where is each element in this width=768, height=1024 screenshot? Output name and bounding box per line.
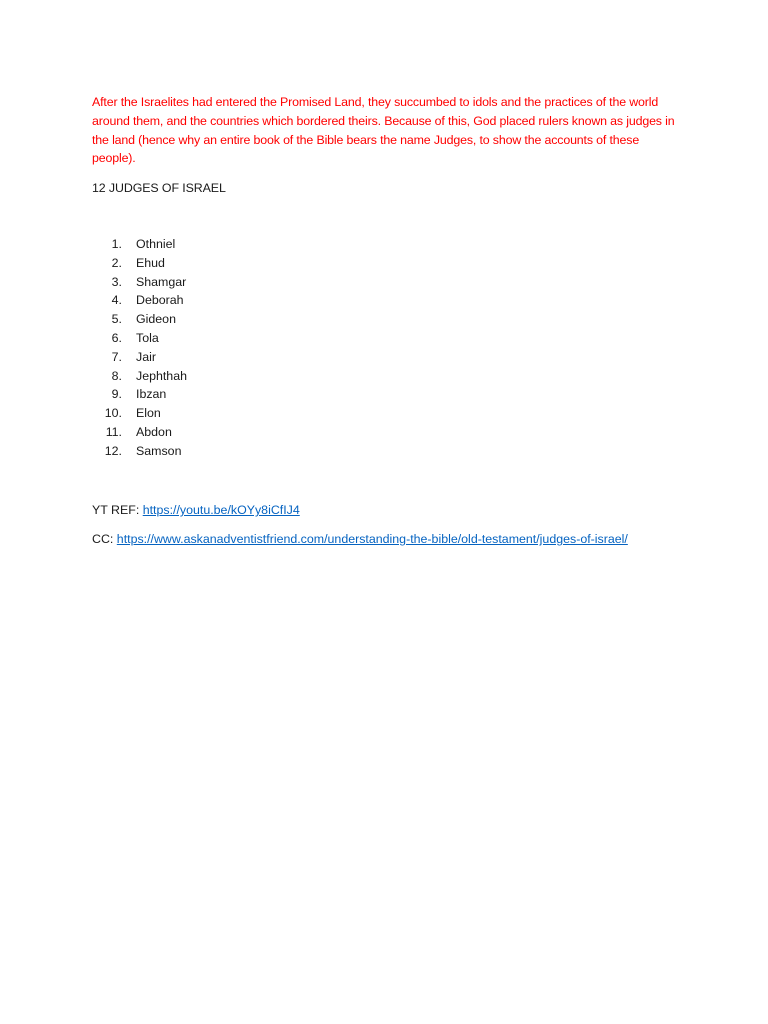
list-item [92, 329, 392, 348]
list-item-name: Elon [136, 406, 161, 421]
list-item-name: Jephthah [136, 368, 187, 383]
yt-reference-link[interactable]: https://youtu.be/kOYy8iCfIJ4 [142, 503, 300, 517]
yt-reference [92, 501, 300, 519]
list-item-number: 1. [111, 237, 122, 251]
list-item [92, 273, 392, 292]
list-item [92, 291, 392, 310]
list-item-number: 5. [111, 312, 122, 327]
list-item-number: 2. [111, 255, 122, 270]
list-item-name: Othniel [136, 237, 176, 251]
list-item-number: 3. [111, 274, 122, 289]
list-item [92, 367, 392, 386]
list-item-number: 9. [111, 387, 122, 402]
list-item-name: Gideon [136, 312, 176, 327]
list-item-number: 10. [104, 406, 122, 421]
list-item [92, 235, 392, 254]
yt-reference-label: YT REF: [92, 503, 143, 517]
list-item-name: Tola [136, 330, 159, 345]
list-item-name: Ehud [136, 255, 165, 270]
list-item-name: Ibzan [136, 387, 167, 402]
cc-reference-link[interactable]: https://www.askanadventistfriend.com/understanding-the-bible/old-testament/judges-of-israel/ [116, 532, 628, 546]
list-item-number: 7. [111, 349, 122, 364]
list-item-number: 4. [111, 293, 122, 308]
intro-paragraph: After the Israelites had entered the Promised Land, they succumbed to idols and the practices of the world around them, and the countries which bordered theirs. Because of this, God placed rulers known as judges in the land (hence why an entire book of the Bible bears the name Judges, to show the accounts of these people). [92, 95, 675, 166]
list-item-number: 12. [104, 443, 122, 458]
list-item-name: Samson [136, 443, 182, 458]
list-heading: 12 JUDGES OF ISRAEL [92, 181, 226, 195]
list-item [92, 348, 392, 367]
list-item-name: Abdon [136, 424, 172, 439]
list-item-name: Jair [136, 349, 156, 364]
list-item-name: Deborah [136, 293, 184, 308]
list-item [92, 442, 392, 461]
list-item [92, 385, 392, 404]
list-item-name: Shamgar [136, 274, 187, 289]
list-item-number: 6. [111, 330, 122, 345]
cc-reference-label: CC: [92, 532, 117, 546]
list-item-number: 8. [111, 368, 122, 383]
list-item [92, 254, 392, 273]
judges-list [92, 235, 392, 461]
cc-reference [92, 530, 628, 548]
list-item [92, 423, 392, 442]
list-item-number: 11. [105, 424, 122, 439]
list-item [92, 310, 392, 329]
list-item [92, 404, 392, 423]
